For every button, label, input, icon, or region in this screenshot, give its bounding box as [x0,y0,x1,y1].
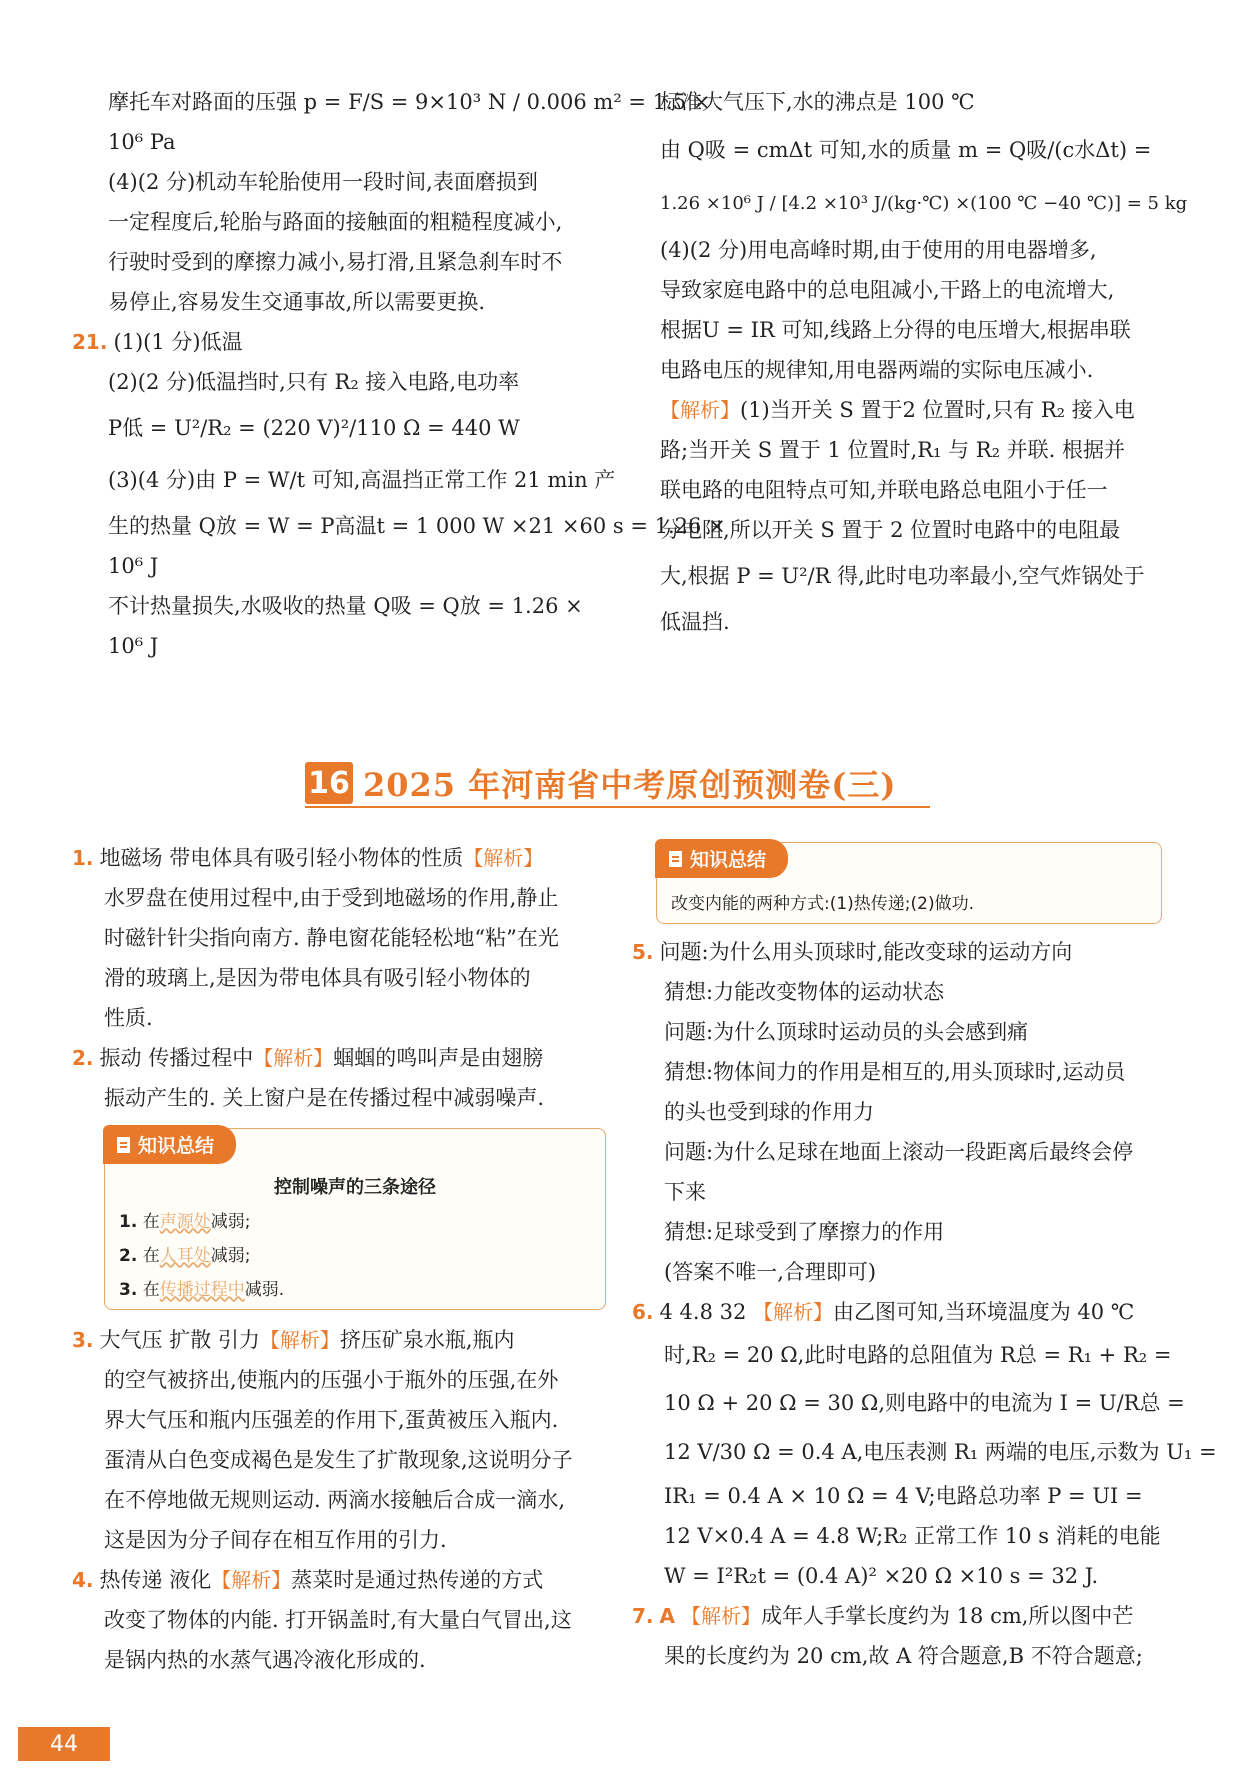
knowledge-summary-tag [655,839,788,878]
text-span: 蒸菜时是通过热传递的方式 [291,1568,544,1592]
knowledge-summary-title: 控制噪声的三条途径 [274,1177,436,1198]
section-divider [305,806,930,808]
text-line: 振动产生的. 关上窗户是在传播过程中减弱噪声. [104,1086,545,1110]
analysis-tag: 【解析】 [211,1568,292,1592]
text-line: 的空气被挤出,使瓶内的压强小于瓶外的压强,在外 [104,1368,559,1392]
section-title: 2025 年河南省中考原创预测卷(三) [363,766,897,804]
text-line: 改变了物体的内能. 打开锅盖时,有大量白气冒出,这 [104,1608,572,1632]
text-line: (2)(2 分)低温挡时,只有 R₂ 接入电路,电功率 [108,370,520,394]
answer-6-line [632,1292,1162,1332]
analysis-tag: 【解析】 [253,1046,334,1070]
analysis-tag: 【解析】 [753,1300,834,1324]
text-line: 蛋清从白色变成褐色是发生了扩散现象,这说明分子 [104,1448,573,1472]
text-line: 不计热量损失,水吸收的热量 Q吸 = Q放 = 1.26 × [108,594,583,618]
answer-number: 3. [72,1328,94,1352]
answer-number: 5. [632,940,654,964]
text-line: 性质. [104,1006,153,1030]
analysis-line [660,390,1160,430]
text-span: 问题:为什么用头顶球时,能改变球的运动方向 [659,940,1073,964]
text-line: 这是因为分子间存在相互作用的引力. [104,1528,447,1552]
analysis-tag: 【解析】 [463,846,544,870]
text-line: 时,R₂ = 20 Ω,此时电路的总阻值为 R总 = R₁ + R₂ = [664,1343,1172,1367]
text-line: 猜想:力能改变物体的运动状态 [664,980,945,1004]
answer-number: 21. [72,330,108,354]
text-line: 大,根据 P = U²/R 得,此时电功率最小,空气炸锅处于 [660,564,1145,588]
answer-number: 4. [72,1568,94,1592]
formula-line: P低 = U²/R₂ = (220 V)²/110 Ω = 440 W [108,416,520,440]
text-line: 问题:为什么足球在地面上滚动一段距离后最终会停 [664,1140,1134,1164]
text-line: (4)(2 分)机动车轮胎使用一段时间,表面磨损到 [108,170,538,194]
answer-3-line [72,1320,608,1360]
text-line: 是锅内热的水蒸气遇冷液化形成的. [104,1648,426,1672]
text-line: 界大气压和瓶内压强差的作用下,蛋黄被压入瓶内. [104,1408,559,1432]
text-span: (1)当开关 S 置于2 位置时,只有 R₂ 接入电 [740,398,1135,422]
analysis-tag: 【解析】 [681,1604,761,1628]
analysis-tag: 【解析】 [660,398,740,422]
text-line: 摩托车对路面的压强 p = F/S = 9×10³ N / 0.006 m² = 1.5 × [108,90,711,114]
answer-choice: A [659,1604,675,1628]
text-line: 问题:为什么顶球时运动员的头会感到痛 [664,1020,1029,1044]
answer-7-line [632,1596,1162,1636]
knowledge-summary-label: 知识总结 [690,849,767,871]
knowledge-summary-box-right [656,842,1162,924]
text-line: 滑的玻璃上,是因为带电体具有吸引轻小物体的 [104,966,531,990]
text-span: 热传递 液化 [99,1568,212,1592]
text-line: 果的长度约为 20 cm,故 A 符合题意,B 不符合题意; [664,1644,1143,1668]
text-span: 蝈蝈的鸣叫声是由翅膀 [333,1046,544,1070]
text-line: 10⁶ J [108,634,159,658]
bottom-right-column [632,932,1217,1676]
knowledge-item: 1. 在声源处减弱; [119,1212,251,1232]
answer-21-line [72,322,608,362]
text-line: (3)(4 分)由 P = W/t 可知,高温挡正常工作 21 min 产 [108,468,616,492]
text-span: 由乙图可知,当环境温度为 40 ℃ [833,1300,1135,1324]
formula-line: 1.26 ×10⁶ J / [4.2 ×10³ J/(kg·℃) ×(100 ℃ −40 ℃)] = 5 kg [660,193,1188,214]
document-icon [669,851,682,867]
text-line: 12 V×0.4 A = 4.8 W;R₂ 正常工作 10 s 消耗的电能 [664,1524,1161,1548]
knowledge-summary-text: 改变内能的两种方式:(1)热传递;(2)做功. [671,894,975,914]
text-line: 生的热量 Q放 = W = P高温t = 1 000 W ×21 ×60 s = 1.26 × [108,514,726,538]
text-line: 导致家庭电路中的总电阻减小,干路上的电流增大, [660,278,1115,302]
text-line: 易停止,容易发生交通事故,所以需要更换. [108,290,486,314]
document-icon [117,1137,130,1153]
text-line: 路;当开关 S 置于 1 位置时,R₁ 与 R₂ 并联. 根据并 [660,438,1126,462]
text-line: 分电阻,所以开关 S 置于 2 位置时电路中的电阻最 [660,518,1121,542]
knowledge-summary-label: 知识总结 [138,1135,215,1157]
text-line: IR₁ = 0.4 A × 10 Ω = 4 V;电路总功率 P = UI = [664,1484,1143,1508]
text-line: (答案不唯一,合理即可) [664,1260,877,1284]
answer-number: 7. [632,1604,654,1628]
text-span: 成年人手掌长度约为 18 cm,所以图中芒 [761,1604,1134,1628]
top-right-column [660,82,1188,642]
analysis-tag: 【解析】 [259,1328,340,1352]
text-span: (1)(1 分)低温 [113,330,243,354]
text-line: 水罗盘在使用过程中,由于受到地磁场的作用,静止 [104,886,559,910]
answer-4-line [72,1560,608,1600]
bottom-left-column-lower [72,1320,608,1680]
answer-number: 6. [632,1300,654,1324]
text-line: 一定程度后,轮胎与路面的接触面的粗糙程度减小, [108,210,563,234]
bottom-left-column [72,838,608,1118]
text-span: 地磁场 带电体具有吸引轻小物体的性质 [99,846,464,870]
knowledge-item: 2. 在人耳处减弱; [119,1246,251,1266]
text-line: 在不停地做无规则运动. 两滴水接触后合成一滴水, [104,1488,566,1512]
knowledge-summary-box [104,1128,606,1310]
text-span: 挤压矿泉水瓶,瓶内 [339,1328,515,1352]
text-line: 猜想:足球受到了摩擦力的作用 [664,1220,945,1244]
text-line: 时磁针针尖指向南方. 静电窗花能轻松地“粘”在光 [104,926,559,950]
answer-1-line [72,838,608,878]
text-line: 下来 [664,1180,706,1204]
knowledge-item: 3. 在传播过程中减弱. [119,1280,285,1300]
text-span: 振动 传播过程中 [99,1046,254,1070]
knowledge-summary-tag [103,1125,236,1164]
answer-number: 1. [72,846,94,870]
formula-line: 由 Q吸 = cmΔt 可知,水的质量 m = Q吸/(c水Δt) = [660,138,1152,162]
text-line: 电路电压的规律知,用电器两端的实际电压减小. [660,358,1094,382]
text-line: 标准大气压下,水的沸点是 100 ℃ [660,90,975,114]
text-line: W = I²R₂t = (0.4 A)² ×20 Ω ×10 s = 32 J. [664,1564,1099,1588]
section-number-badge: 16 [305,762,353,804]
text-line: 根据U = IR 可知,线路上分得的电压增大,根据串联 [660,318,1131,342]
answer-5-line [632,932,1162,972]
text-line: 10⁶ Pa [108,130,176,154]
text-line: (4)(2 分)用电高峰时期,由于使用的用电器增多, [660,238,1097,262]
knowledge-summary-list [105,1205,605,1307]
text-line: 12 V/30 Ω = 0.4 A,电压表测 R₁ 两端的电压,示数为 U₁ = [664,1440,1217,1464]
text-line: 联电路的电阻特点可知,并联电路总电阻小于任一 [660,478,1108,502]
text-span: 大气压 扩散 引力 [99,1328,260,1352]
text-line: 10 Ω + 20 Ω = 30 Ω,则电路中的电流为 I = U/R总 = [664,1391,1185,1415]
text-span: 4 4.8 32 [659,1300,747,1324]
answer-number: 2. [72,1046,94,1070]
text-line: 低温挡. [660,610,730,634]
text-line: 的头也受到球的作用力 [664,1100,874,1124]
answer-2-line [72,1038,608,1078]
section-header [305,760,897,806]
text-line: 10⁶ J [108,554,159,578]
text-line: 行驶时受到的摩擦力减小,易打滑,且紧急刹车时不 [108,250,563,274]
page-number: 44 [18,1727,110,1761]
text-line: 猜想:物体间力的作用是相互的,用头顶球时,运动员 [664,1060,1126,1084]
